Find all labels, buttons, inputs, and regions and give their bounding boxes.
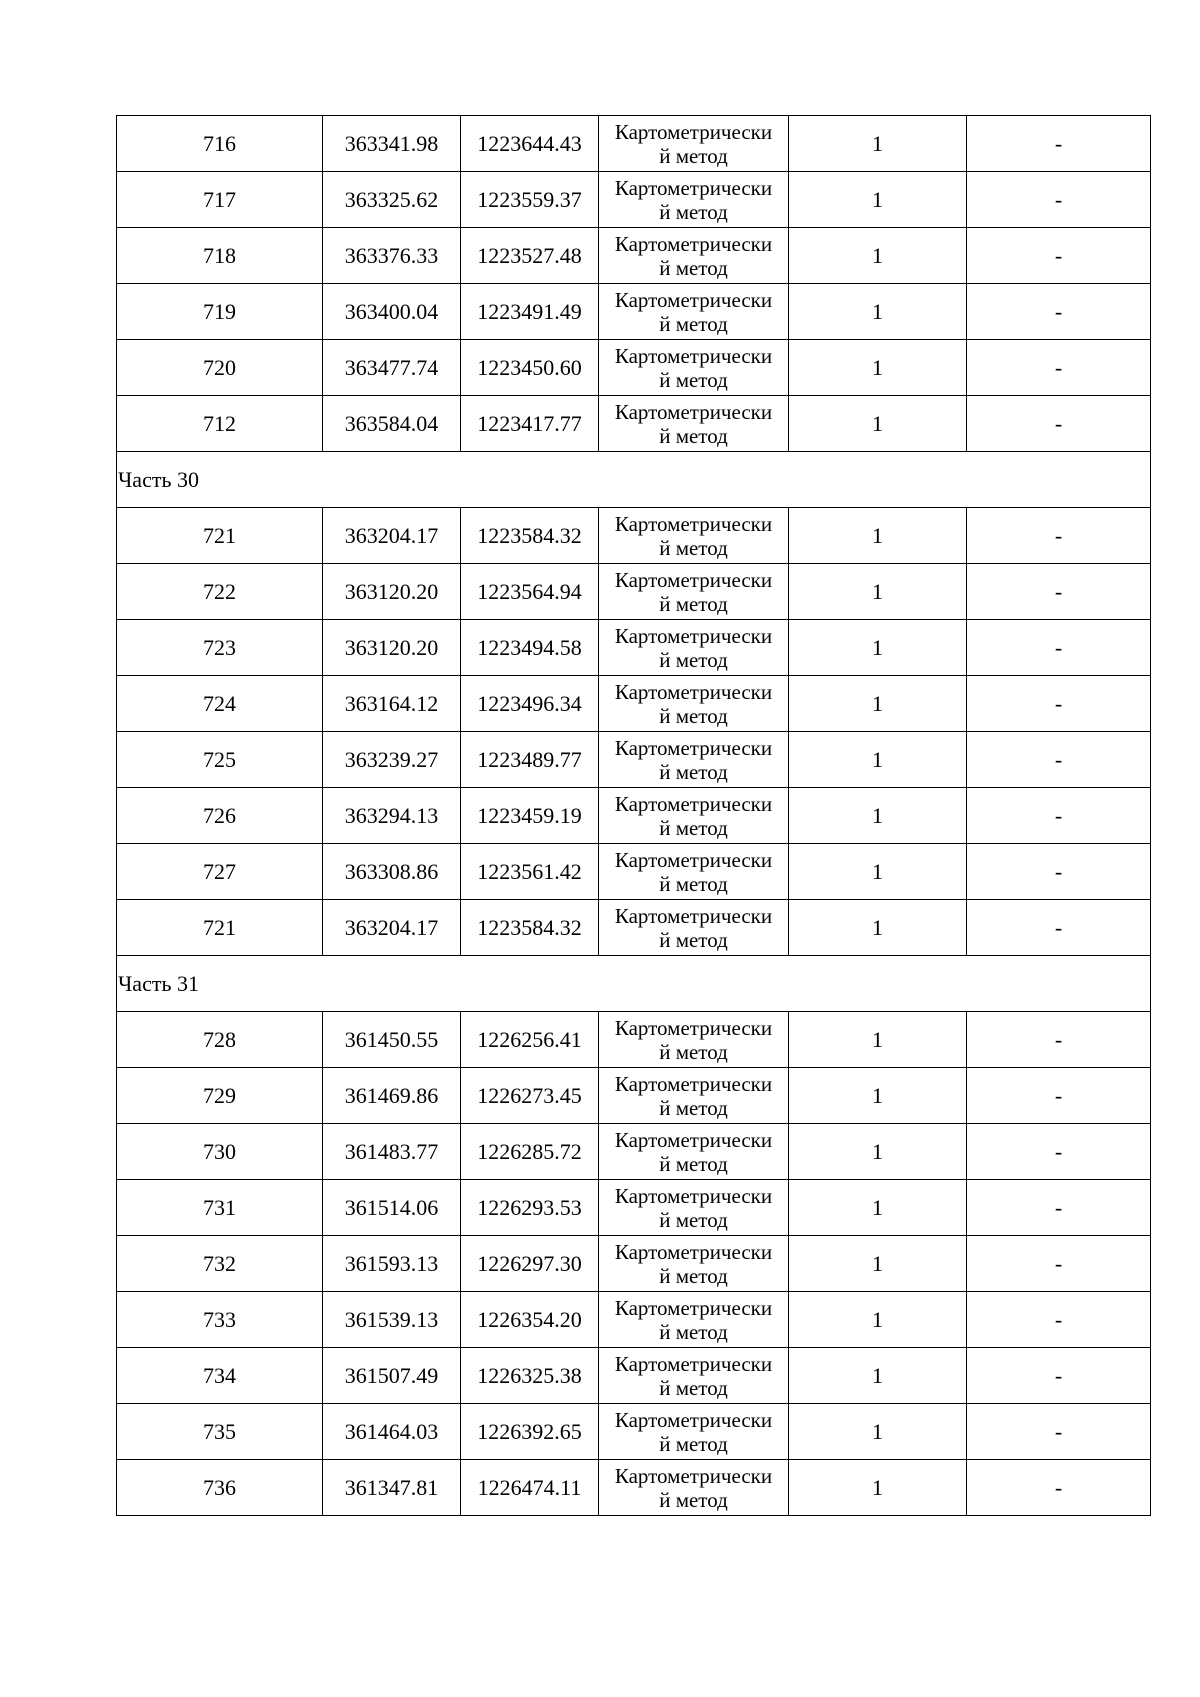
table-row bbox=[117, 1124, 1151, 1180]
accuracy-cell: 1 bbox=[789, 620, 967, 676]
note-cell: - bbox=[967, 676, 1151, 732]
table-row bbox=[117, 1292, 1151, 1348]
method-cell bbox=[599, 564, 789, 620]
accuracy-cell: 1 bbox=[789, 172, 967, 228]
table-row bbox=[117, 508, 1151, 564]
y-coordinate-cell: 1223527.48 bbox=[461, 228, 599, 284]
accuracy-cell: 1 bbox=[789, 228, 967, 284]
table-row bbox=[117, 284, 1151, 340]
x-coordinate-cell: 363164.12 bbox=[323, 676, 461, 732]
method-text-line: Картометрически bbox=[614, 511, 773, 536]
section-label: Часть 31 bbox=[117, 956, 1151, 1012]
method-cell bbox=[599, 1292, 789, 1348]
point-number-cell: 712 bbox=[117, 396, 323, 452]
note-cell: - bbox=[967, 1404, 1151, 1460]
accuracy-cell: 1 bbox=[789, 1012, 967, 1068]
y-coordinate-cell: 1223494.58 bbox=[461, 620, 599, 676]
accuracy-cell: 1 bbox=[789, 1180, 967, 1236]
y-coordinate-cell: 1223459.19 bbox=[461, 788, 599, 844]
y-coordinate-cell: 1223491.49 bbox=[461, 284, 599, 340]
method-text-line: й метод bbox=[659, 1487, 728, 1512]
note-cell: - bbox=[967, 284, 1151, 340]
section-label: Часть 30 bbox=[117, 452, 1151, 508]
method-cell bbox=[599, 228, 789, 284]
point-number-cell: 734 bbox=[117, 1348, 323, 1404]
method-text-line: й метод bbox=[659, 255, 728, 280]
method-text-line: Картометрически bbox=[614, 119, 773, 144]
y-coordinate-cell: 1223559.37 bbox=[461, 172, 599, 228]
method-text-line: й метод bbox=[659, 1039, 728, 1064]
table-row bbox=[117, 900, 1151, 956]
method-cell bbox=[599, 1068, 789, 1124]
note-cell: - bbox=[967, 172, 1151, 228]
method-cell bbox=[599, 340, 789, 396]
point-number-cell: 720 bbox=[117, 340, 323, 396]
accuracy-cell: 1 bbox=[789, 676, 967, 732]
method-text-line: Картометрически bbox=[614, 1015, 773, 1040]
method-text-line: Картометрически bbox=[614, 623, 773, 648]
y-coordinate-cell: 1226273.45 bbox=[461, 1068, 599, 1124]
y-coordinate-cell: 1226285.72 bbox=[461, 1124, 599, 1180]
point-number-cell: 722 bbox=[117, 564, 323, 620]
method-cell bbox=[599, 844, 789, 900]
method-text-line: й метод bbox=[659, 1151, 728, 1176]
method-text-line: й метод bbox=[659, 311, 728, 336]
section-row bbox=[117, 956, 1151, 1012]
x-coordinate-cell: 363341.98 bbox=[323, 116, 461, 172]
table-row bbox=[117, 1348, 1151, 1404]
method-text-line: й метод bbox=[659, 143, 728, 168]
point-number-cell: 728 bbox=[117, 1012, 323, 1068]
accuracy-cell: 1 bbox=[789, 1124, 967, 1180]
y-coordinate-cell: 1226392.65 bbox=[461, 1404, 599, 1460]
table-row bbox=[117, 172, 1151, 228]
method-text-line: й метод bbox=[659, 591, 728, 616]
y-coordinate-cell: 1223564.94 bbox=[461, 564, 599, 620]
x-coordinate-cell: 361507.49 bbox=[323, 1348, 461, 1404]
table-row bbox=[117, 844, 1151, 900]
x-coordinate-cell: 361469.86 bbox=[323, 1068, 461, 1124]
method-text-line: й метод bbox=[659, 367, 728, 392]
table-row bbox=[117, 732, 1151, 788]
note-cell: - bbox=[967, 620, 1151, 676]
point-number-cell: 719 bbox=[117, 284, 323, 340]
table-row bbox=[117, 1012, 1151, 1068]
accuracy-cell: 1 bbox=[789, 284, 967, 340]
method-text-line: й метод bbox=[659, 1431, 728, 1456]
y-coordinate-cell: 1223644.43 bbox=[461, 116, 599, 172]
method-text-line: Картометрически bbox=[614, 791, 773, 816]
note-cell: - bbox=[967, 340, 1151, 396]
note-cell: - bbox=[967, 1460, 1151, 1516]
note-cell: - bbox=[967, 1348, 1151, 1404]
table-row bbox=[117, 620, 1151, 676]
accuracy-cell: 1 bbox=[789, 1404, 967, 1460]
note-cell: - bbox=[967, 116, 1151, 172]
table-row bbox=[117, 1460, 1151, 1516]
table-row bbox=[117, 1068, 1151, 1124]
note-cell: - bbox=[967, 564, 1151, 620]
y-coordinate-cell: 1226325.38 bbox=[461, 1348, 599, 1404]
method-text-line: Картометрически bbox=[614, 1183, 773, 1208]
point-number-cell: 717 bbox=[117, 172, 323, 228]
method-text-line: Картометрически bbox=[614, 903, 773, 928]
x-coordinate-cell: 363239.27 bbox=[323, 732, 461, 788]
x-coordinate-cell: 363477.74 bbox=[323, 340, 461, 396]
method-text-line: Картометрически bbox=[614, 231, 773, 256]
accuracy-cell: 1 bbox=[789, 116, 967, 172]
table-row bbox=[117, 1404, 1151, 1460]
point-number-cell: 727 bbox=[117, 844, 323, 900]
method-cell bbox=[599, 172, 789, 228]
method-cell bbox=[599, 1460, 789, 1516]
accuracy-cell: 1 bbox=[789, 1068, 967, 1124]
x-coordinate-cell: 363584.04 bbox=[323, 396, 461, 452]
method-cell bbox=[599, 1180, 789, 1236]
point-number-cell: 730 bbox=[117, 1124, 323, 1180]
method-cell bbox=[599, 620, 789, 676]
method-text-line: Картометрически bbox=[614, 1071, 773, 1096]
table-row bbox=[117, 228, 1151, 284]
x-coordinate-cell: 361593.13 bbox=[323, 1236, 461, 1292]
point-number-cell: 721 bbox=[117, 508, 323, 564]
note-cell: - bbox=[967, 1068, 1151, 1124]
point-number-cell: 736 bbox=[117, 1460, 323, 1516]
method-text-line: й метод bbox=[659, 647, 728, 672]
table-row bbox=[117, 1180, 1151, 1236]
method-cell bbox=[599, 284, 789, 340]
y-coordinate-cell: 1223417.77 bbox=[461, 396, 599, 452]
y-coordinate-cell: 1223561.42 bbox=[461, 844, 599, 900]
coordinates-table-body bbox=[117, 116, 1151, 1516]
x-coordinate-cell: 363376.33 bbox=[323, 228, 461, 284]
method-text-line: й метод bbox=[659, 1095, 728, 1120]
y-coordinate-cell: 1226297.30 bbox=[461, 1236, 599, 1292]
y-coordinate-cell: 1223489.77 bbox=[461, 732, 599, 788]
method-text-line: й метод bbox=[659, 1375, 728, 1400]
method-text-line: Картометрически bbox=[614, 1295, 773, 1320]
note-cell: - bbox=[967, 844, 1151, 900]
accuracy-cell: 1 bbox=[789, 900, 967, 956]
method-cell bbox=[599, 900, 789, 956]
method-cell bbox=[599, 1012, 789, 1068]
accuracy-cell: 1 bbox=[789, 732, 967, 788]
x-coordinate-cell: 363294.13 bbox=[323, 788, 461, 844]
x-coordinate-cell: 361347.81 bbox=[323, 1460, 461, 1516]
point-number-cell: 723 bbox=[117, 620, 323, 676]
accuracy-cell: 1 bbox=[789, 788, 967, 844]
table-row bbox=[117, 396, 1151, 452]
y-coordinate-cell: 1223584.32 bbox=[461, 900, 599, 956]
method-cell bbox=[599, 788, 789, 844]
x-coordinate-cell: 363308.86 bbox=[323, 844, 461, 900]
accuracy-cell: 1 bbox=[789, 1348, 967, 1404]
y-coordinate-cell: 1226354.20 bbox=[461, 1292, 599, 1348]
accuracy-cell: 1 bbox=[789, 1460, 967, 1516]
method-text-line: й метод bbox=[659, 535, 728, 560]
x-coordinate-cell: 363120.20 bbox=[323, 620, 461, 676]
method-text-line: Картометрически bbox=[614, 399, 773, 424]
point-number-cell: 729 bbox=[117, 1068, 323, 1124]
table-row bbox=[117, 676, 1151, 732]
table-row bbox=[117, 564, 1151, 620]
point-number-cell: 721 bbox=[117, 900, 323, 956]
method-cell bbox=[599, 676, 789, 732]
method-text-line: Картометрически bbox=[614, 175, 773, 200]
table-row bbox=[117, 116, 1151, 172]
method-text-line: й метод bbox=[659, 423, 728, 448]
x-coordinate-cell: 363325.62 bbox=[323, 172, 461, 228]
point-number-cell: 733 bbox=[117, 1292, 323, 1348]
accuracy-cell: 1 bbox=[789, 1236, 967, 1292]
method-cell bbox=[599, 1236, 789, 1292]
accuracy-cell: 1 bbox=[789, 564, 967, 620]
method-text-line: й метод bbox=[659, 927, 728, 952]
accuracy-cell: 1 bbox=[789, 844, 967, 900]
point-number-cell: 731 bbox=[117, 1180, 323, 1236]
method-text-line: й метод bbox=[659, 871, 728, 896]
note-cell: - bbox=[967, 508, 1151, 564]
method-text-line: Картометрически bbox=[614, 1407, 773, 1432]
method-text-line: Картометрически bbox=[614, 567, 773, 592]
method-text-line: й метод bbox=[659, 1319, 728, 1344]
x-coordinate-cell: 361483.77 bbox=[323, 1124, 461, 1180]
y-coordinate-cell: 1226474.11 bbox=[461, 1460, 599, 1516]
note-cell: - bbox=[967, 228, 1151, 284]
note-cell: - bbox=[967, 732, 1151, 788]
method-cell bbox=[599, 1348, 789, 1404]
method-text-line: й метод bbox=[659, 815, 728, 840]
method-cell bbox=[599, 732, 789, 788]
x-coordinate-cell: 363400.04 bbox=[323, 284, 461, 340]
x-coordinate-cell: 361539.13 bbox=[323, 1292, 461, 1348]
method-cell bbox=[599, 1124, 789, 1180]
point-number-cell: 724 bbox=[117, 676, 323, 732]
method-cell bbox=[599, 116, 789, 172]
method-text-line: Картометрически bbox=[614, 1127, 773, 1152]
method-cell bbox=[599, 396, 789, 452]
method-cell bbox=[599, 508, 789, 564]
note-cell: - bbox=[967, 788, 1151, 844]
x-coordinate-cell: 361514.06 bbox=[323, 1180, 461, 1236]
x-coordinate-cell: 363204.17 bbox=[323, 508, 461, 564]
note-cell: - bbox=[967, 396, 1151, 452]
note-cell: - bbox=[967, 1236, 1151, 1292]
coordinates-table bbox=[116, 115, 1151, 1516]
method-text-line: й метод bbox=[659, 1263, 728, 1288]
method-text-line: Картометрически bbox=[614, 847, 773, 872]
table-row bbox=[117, 1236, 1151, 1292]
method-text-line: Картометрически bbox=[614, 1351, 773, 1376]
x-coordinate-cell: 363120.20 bbox=[323, 564, 461, 620]
method-text-line: Картометрически bbox=[614, 679, 773, 704]
y-coordinate-cell: 1223584.32 bbox=[461, 508, 599, 564]
method-text-line: Картометрически bbox=[614, 1239, 773, 1264]
section-row bbox=[117, 452, 1151, 508]
point-number-cell: 725 bbox=[117, 732, 323, 788]
accuracy-cell: 1 bbox=[789, 396, 967, 452]
method-text-line: Картометрически bbox=[614, 735, 773, 760]
method-text-line: й метод bbox=[659, 703, 728, 728]
point-number-cell: 718 bbox=[117, 228, 323, 284]
note-cell: - bbox=[967, 1180, 1151, 1236]
point-number-cell: 726 bbox=[117, 788, 323, 844]
y-coordinate-cell: 1226293.53 bbox=[461, 1180, 599, 1236]
note-cell: - bbox=[967, 900, 1151, 956]
accuracy-cell: 1 bbox=[789, 1292, 967, 1348]
table-row bbox=[117, 788, 1151, 844]
y-coordinate-cell: 1226256.41 bbox=[461, 1012, 599, 1068]
y-coordinate-cell: 1223496.34 bbox=[461, 676, 599, 732]
x-coordinate-cell: 361464.03 bbox=[323, 1404, 461, 1460]
accuracy-cell: 1 bbox=[789, 508, 967, 564]
method-text-line: й метод bbox=[659, 759, 728, 784]
method-cell bbox=[599, 1404, 789, 1460]
method-text-line: й метод bbox=[659, 199, 728, 224]
method-text-line: й метод bbox=[659, 1207, 728, 1232]
accuracy-cell: 1 bbox=[789, 340, 967, 396]
method-text-line: Картометрически bbox=[614, 287, 773, 312]
note-cell: - bbox=[967, 1292, 1151, 1348]
method-text-line: Картометрически bbox=[614, 1463, 773, 1488]
point-number-cell: 732 bbox=[117, 1236, 323, 1292]
y-coordinate-cell: 1223450.60 bbox=[461, 340, 599, 396]
note-cell: - bbox=[967, 1124, 1151, 1180]
note-cell: - bbox=[967, 1012, 1151, 1068]
point-number-cell: 735 bbox=[117, 1404, 323, 1460]
table-row bbox=[117, 340, 1151, 396]
method-text-line: Картометрически bbox=[614, 343, 773, 368]
x-coordinate-cell: 361450.55 bbox=[323, 1012, 461, 1068]
x-coordinate-cell: 363204.17 bbox=[323, 900, 461, 956]
point-number-cell: 716 bbox=[117, 116, 323, 172]
